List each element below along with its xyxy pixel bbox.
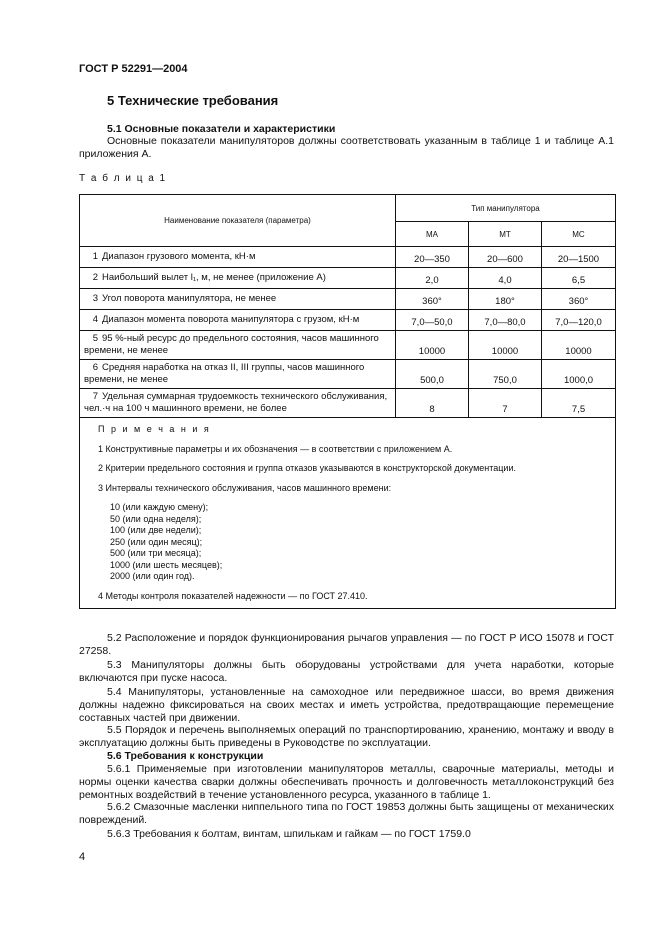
subsection-5-1-title: 5.1 Основные показатели и характеристики [107,123,336,135]
paragraph-5-3: 5.3 Манипуляторы должны быть оборудованы устройствами для учета наработки, которые включаются при пуске насоса. [79,659,614,684]
header-manipulator-type: Тип манипулятора [396,195,616,222]
column-header: МА [396,222,469,247]
standard-header: ГОСТ Р 52291—2004 [79,63,188,75]
interval-item: 50 (или одна неделя); [110,513,202,524]
row-value: 20—1500 [542,247,616,268]
paragraph-5-6-title: 5.6 Требования к конструкции [107,750,264,762]
row-value: 10000 [469,331,542,360]
note-item: 2 Критерии предельного состояния и группа отказов указываются в конструкторской документации. [98,463,516,473]
interval-item: 100 (или две недели); [110,525,202,535]
note-item: 3 Интервалы технического обслуживания, часов машинного времени: [98,482,392,493]
table-row [80,289,616,310]
row-value: 7,5 [542,389,616,418]
row-name: 7 Удельная суммарная трудоемкость технического обслуживания, чел.·ч на 100 ч машинного времени, не более [80,389,396,418]
row-value: 10000 [542,331,616,360]
interval-list [98,502,601,583]
row-name: 6 Средняя наработка на отказ II, III группы, часов машинного времени, не менее [80,360,396,389]
paragraph-5-6-2: 5.6.2 Смазочные масленки ниппельного типа по ГОСТ 19853 должны быть защищены от механических повреждений. [79,801,614,826]
row-value: 7,0—80,0 [469,310,542,331]
row-value: 7,0—120,0 [542,310,616,331]
row-value: 6,5 [542,268,616,289]
row-value: 180° [469,289,542,310]
row-value: 2,0 [396,268,469,289]
spec-table [79,194,616,609]
row-value: 7,0—50,0 [396,310,469,331]
interval-item: 2000 (или один год). [110,571,195,581]
subsection-5-1-text: Основные показатели манипуляторов должны соответствовать указанным в таблице 1 и таблице А.1 приложения А. [79,135,614,160]
table-row [80,331,616,360]
note-item: 4 Методы контроля показателей надежности — по ГОСТ 27.410. [98,590,368,601]
notes-title: П р и м е ч а н и я [98,424,211,434]
row-name: 1 Диапазон грузового момента, кН·м [80,247,396,268]
row-value: 360° [396,289,469,310]
row-value: 750,0 [469,360,542,389]
table-notes [80,418,616,609]
row-value: 10000 [396,331,469,360]
row-value: 20—600 [469,247,542,268]
row-value: 360° [542,289,616,310]
paragraph-5-4: 5.4 Манипуляторы, установленные на самоходное или передвижное шасси, во время движения должны надежно фиксироваться на своих местах и иметь устройства, предотвращающие перемещение составных частей при движении. [79,686,614,724]
note-item: 1 Конструктивные параметры и их обозначения — в соответствии с приложением А. [98,443,453,454]
column-header: МС [542,222,616,247]
row-name: 4 Диапазон момента поворота манипулятора с грузом, кН·м [80,310,396,331]
paragraph-5-2: 5.2 Расположение и порядок функционирования рычагов управления — по ГОСТ Р ИСО 15078 и ГОСТ 27258. [79,632,614,657]
header-parameter-name: Наименование показателя (параметра) [80,195,396,247]
paragraph-5-6-3: 5.6.3 Требования к болтам, винтам, шпилькам и гайкам — по ГОСТ 1759.0 [107,828,471,840]
row-name: 3 Угол поворота манипулятора, не менее [80,289,396,310]
table-row [80,268,616,289]
table-label: Т а б л и ц а 1 [79,173,167,184]
interval-item: 250 (или один месяц); [110,536,203,547]
paragraph-5-6-1: 5.6.1 Применяемые при изготовлении манипуляторов металлы, сварочные материалы, методы и нормы оценки качества сварки должны обеспечивать прочность и долговечность металлоконструкций без ремонтных воздействий в течение установленного ресурса, указанного в таблице 1. [79,763,614,801]
row-value: 7 [469,389,542,418]
table-row [80,310,616,331]
row-name: 5 95 %-ный ресурс до предельного состояния, часов машинного времени, не менее [80,331,396,360]
row-value: 8 [396,389,469,418]
column-header: МТ [469,222,542,247]
row-value: 4,0 [469,268,542,289]
interval-item: 1000 (или шесть месяцев); [110,559,223,570]
table-row [80,360,616,389]
table-row [80,389,616,418]
interval-item: 10 (или каждую смену); [110,502,209,512]
row-value: 20—350 [396,247,469,268]
section-title: 5 Технические требования [107,93,279,108]
table-row [80,247,616,268]
interval-item: 500 (или три месяца); [110,548,202,558]
row-value: 1000,0 [542,360,616,389]
paragraph-5-5: 5.5 Порядок и перечень выполняемых операций по транспортированию, хранению, монтажу и вводу в эксплуатацию должны быть приведены в Руководстве по эксплуатации. [79,724,614,749]
row-value: 500,0 [396,360,469,389]
row-name: 2 Наибольший вылет l₁, м, не менее (приложение А) [80,268,396,289]
page-number: 4 [79,851,86,863]
